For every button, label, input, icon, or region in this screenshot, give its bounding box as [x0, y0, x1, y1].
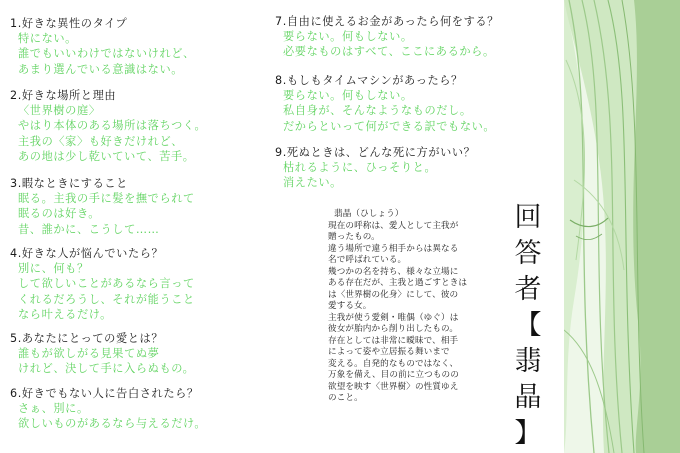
- answer-1-line-2: 誰でもいいわけではないけれど、: [18, 47, 195, 61]
- question-7: 7.自由に使えるお金があったら何をする？: [275, 15, 499, 28]
- answer-3-line-1: 眠る。主我の手に髪を撫でられて: [18, 192, 195, 206]
- profile-line: 幾つかの名を持ち、様々な立場に: [328, 266, 459, 277]
- profile-line: 欲望を映す〈世界樹〉の性質ゆえ: [328, 381, 459, 392]
- profile-line: 変える。自発的なものではなく、: [328, 358, 459, 369]
- respondent-title: [511, 200, 545, 452]
- answer-3-line-2: 眠るのは好き。: [18, 207, 101, 221]
- answer-2-line-3: 主我の〈家〉も好きだけれど、: [18, 134, 184, 148]
- profile-line: 違う場所で違う相手からは異なる: [328, 243, 459, 254]
- answer-2-line-2: やはり本体のある場所は落ちつく。: [18, 119, 207, 133]
- answer-7-line-2: 必要なものはすべて、ここにあるから。: [283, 45, 495, 59]
- question-3: 3.暇なときにすること: [10, 177, 128, 190]
- answer-4-line-1: 別に、何も？: [18, 262, 89, 276]
- title-char: 晶: [514, 382, 542, 413]
- character-illustration: [564, 0, 680, 453]
- profile-line: 翡晶（ひしょう）: [334, 209, 404, 219]
- qa-block-1: [10, 16, 195, 77]
- qa-block-3: [10, 176, 195, 237]
- profile-line: 彼女が胎内から削り出したもの。: [328, 324, 459, 334]
- answer-7-line-1: 要らない。何もしない。: [283, 30, 413, 44]
- answer-4-line-4: なら叶えるだけ。: [18, 307, 112, 321]
- answer-9-line-2: 消えたい。: [283, 176, 342, 190]
- profile-line: 現在の呼称は、愛人として主我が: [328, 220, 459, 231]
- answer-8-line-1: 要らない。何もしない。: [283, 89, 413, 103]
- profile-line: 主我が使う愛剣・唯偶（ゆぐ）は: [328, 312, 459, 323]
- profile-line: のこと。: [328, 393, 363, 403]
- profile-line: ある存在だが、主我と過ごすときは: [328, 278, 468, 288]
- profile-line: によって姿や立居振る舞いまで: [328, 347, 450, 357]
- profile-line: 贈ったもの。: [328, 232, 380, 242]
- qa-block-4: [10, 246, 195, 322]
- answer-5-line-2: けれど、決して手に入らぬもの。: [18, 362, 195, 376]
- title-char: 回: [514, 202, 542, 233]
- question-4: 4.好きな人が悩んでいたら？: [10, 247, 164, 260]
- question-6: 6.好きでもない人に告白されたら？: [10, 387, 199, 400]
- answer-2-line-4: あの地は少し乾いていて、苦手。: [18, 149, 195, 163]
- qa-block-8: [275, 73, 495, 134]
- question-5: 5.あなたにとっての愛とは？: [10, 332, 164, 345]
- profile-line: 名で呼ばれている。: [328, 255, 407, 265]
- qa-block-9: [275, 145, 475, 191]
- qa-block-2: [10, 88, 206, 164]
- answer-8-line-2: 私自身が、そんなようなものだし。: [283, 104, 472, 118]
- answer-9-line-1: 枯れるように、ひっそりと。: [283, 161, 437, 175]
- qa-block-6: [10, 386, 206, 432]
- qa-block-5: [10, 331, 194, 377]
- title-char: 翡: [514, 346, 542, 377]
- question-8: 8.もしもタイムマシンがあったら？: [275, 74, 463, 87]
- answer-6-line-2: 欲しいものがあるなら与えるだけ。: [18, 417, 207, 431]
- title-bracket-open: 【: [514, 310, 542, 341]
- answer-4-line-3: くれるだろうし、それが能うこと: [18, 292, 195, 306]
- answer-8-line-3: だからといって何ができる訳でもない。: [283, 119, 496, 133]
- question-1: 1.好きな異性のタイプ: [10, 17, 128, 30]
- title-char: 答: [514, 238, 542, 269]
- profile-line: 存在としては非常に曖昧で、相手: [328, 335, 459, 346]
- profile-line: 万象を備え、目の前に立つものの: [328, 370, 459, 380]
- title-bracket-close: 】: [514, 418, 542, 449]
- answer-2-line-1: 〈世界樹の庭〉: [18, 104, 101, 118]
- answer-4-line-2: して欲しいことがあるなら言って: [18, 277, 195, 291]
- answer-5-line-1: 誰もが欲しがる見果てぬ夢: [18, 347, 160, 361]
- character-profile: [328, 209, 504, 405]
- answer-1-line-3: あまり選んでいる意識はない。: [18, 62, 184, 76]
- answer-1-line-1: 特にない。: [18, 32, 77, 46]
- answer-3-line-3: 昔、誰かに、こうして……: [18, 222, 160, 236]
- qa-block-7: [275, 14, 499, 60]
- answer-6-line-1: さぁ、別に。: [18, 402, 89, 416]
- title-char: 者: [514, 274, 542, 305]
- profile-line: 愛する女。: [328, 301, 372, 311]
- profile-line: は〈世界樹の化身〉にして、彼の: [328, 289, 459, 300]
- question-9: 9.死ぬときは、どんな死に方がいい？: [275, 146, 476, 159]
- question-2: 2.好きな場所と理由: [10, 89, 117, 102]
